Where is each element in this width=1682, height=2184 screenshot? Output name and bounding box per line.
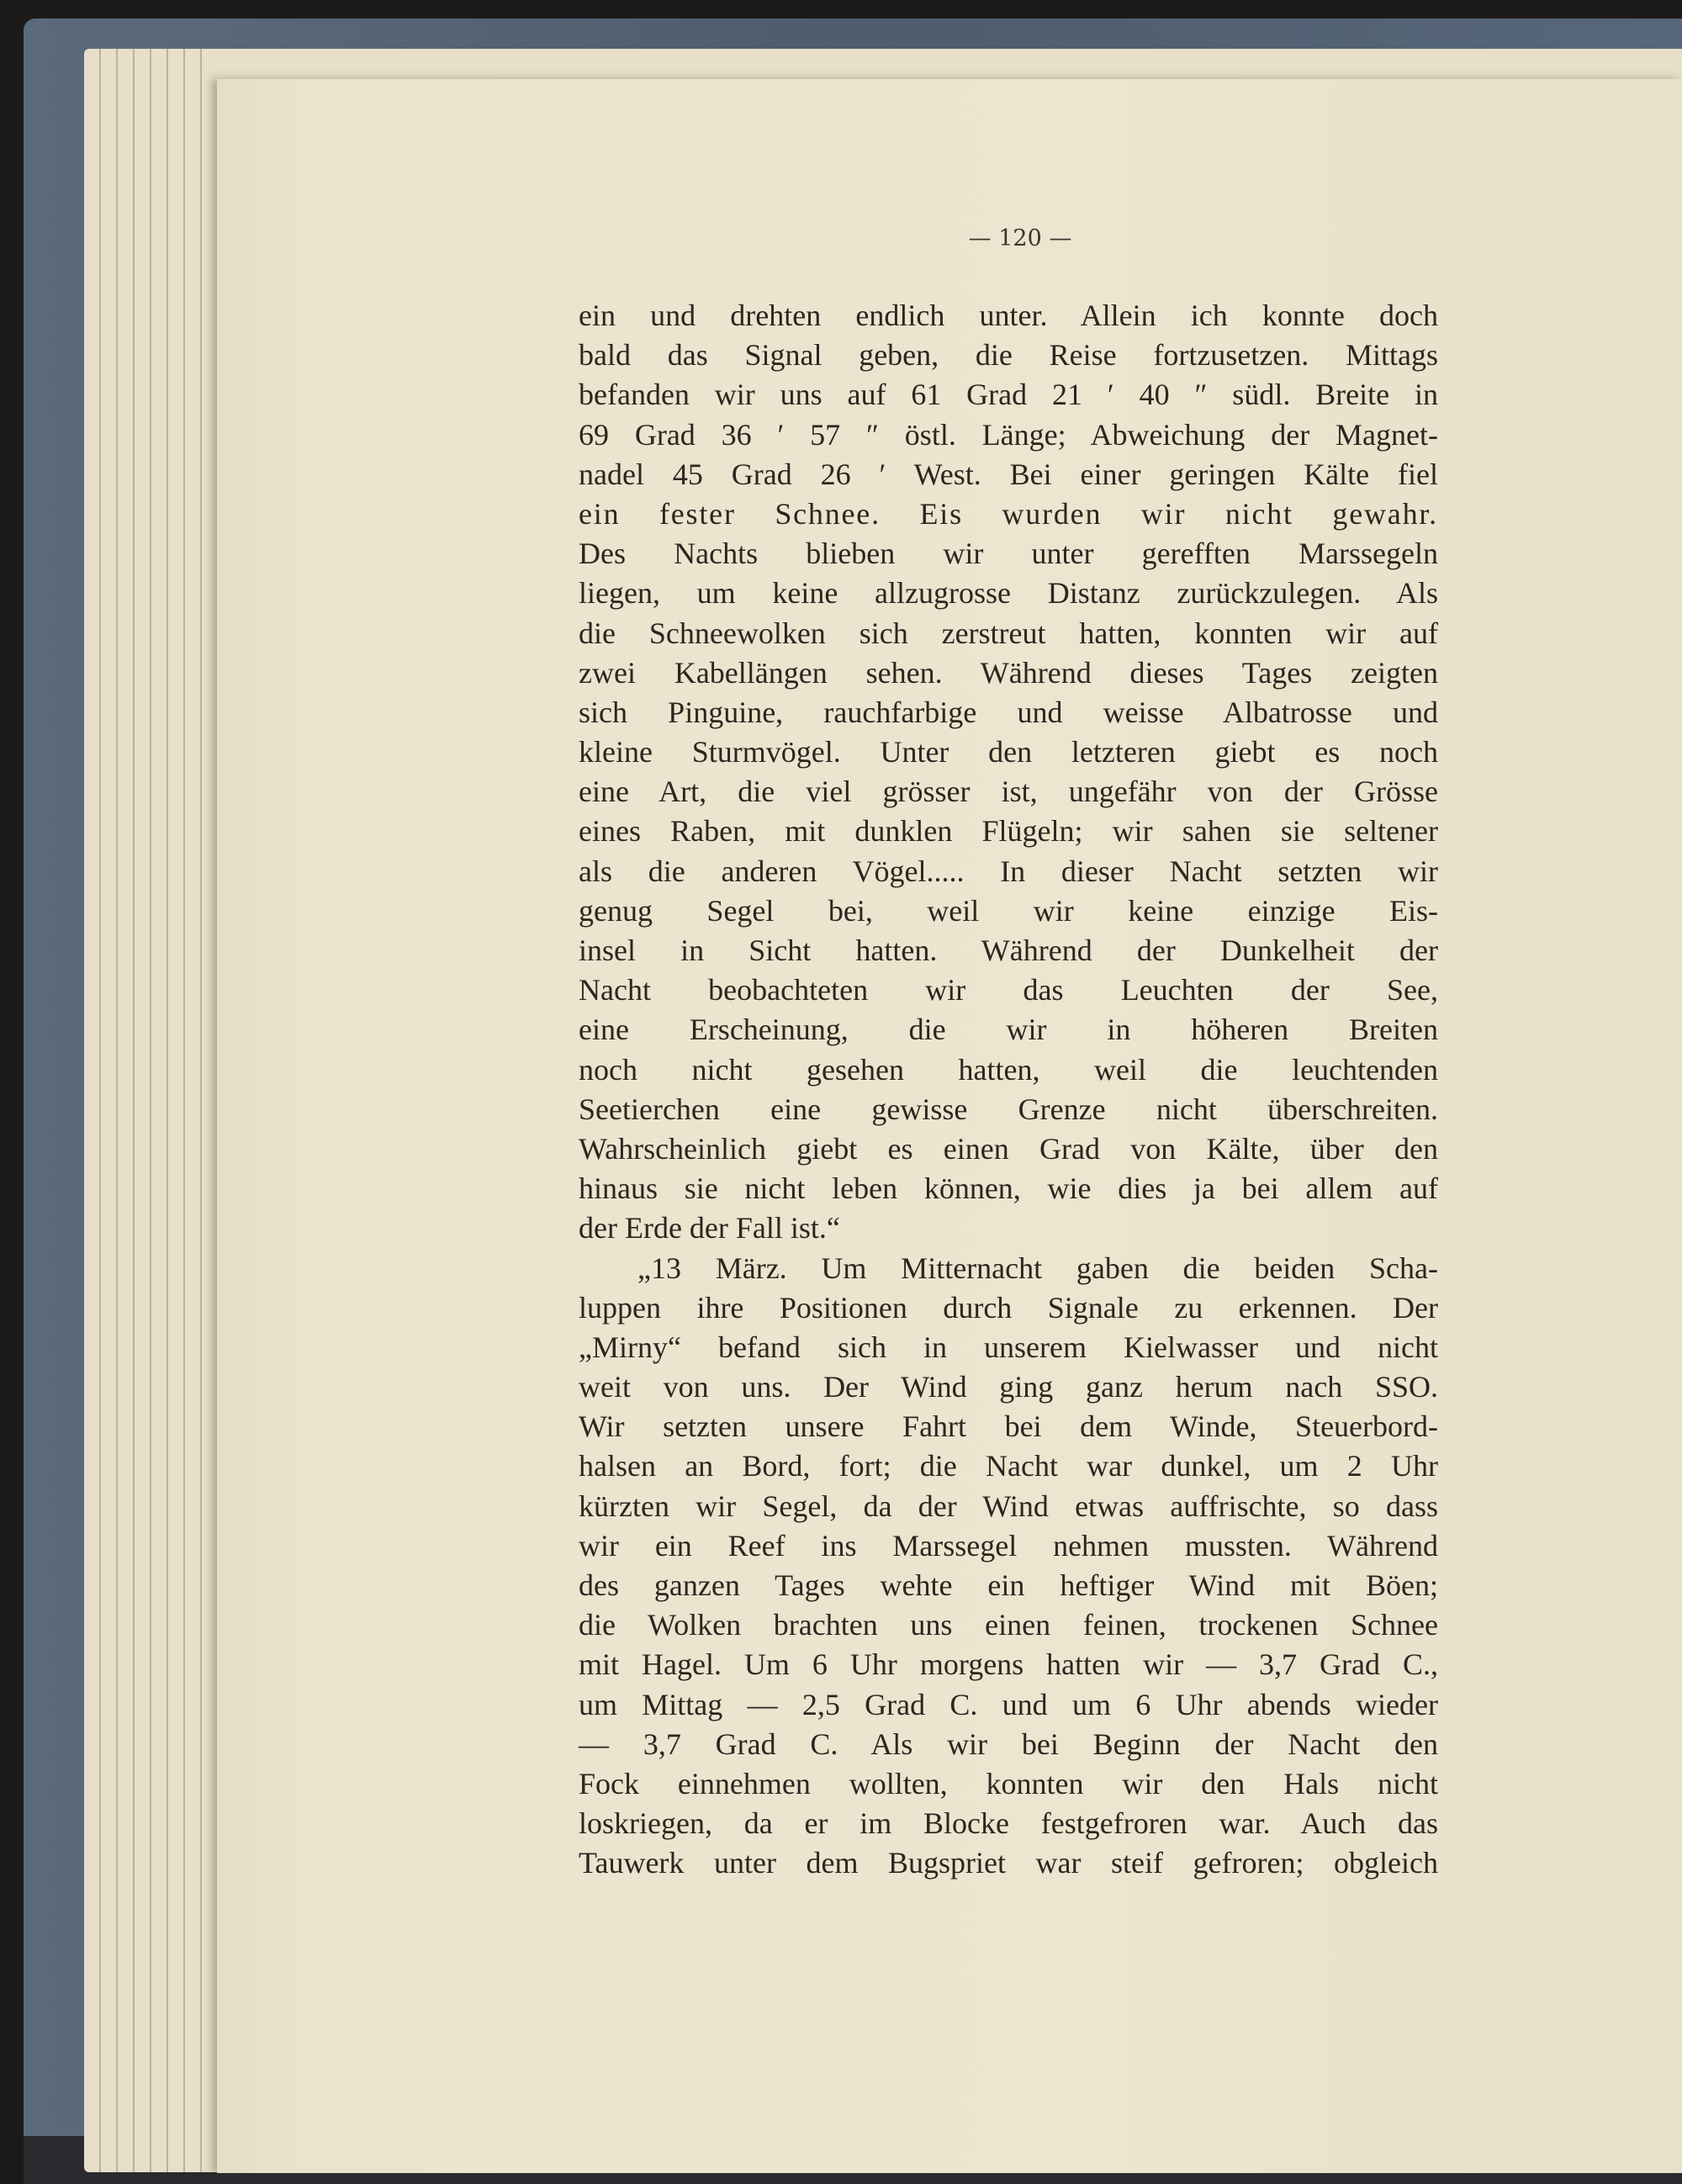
text-line: genug Segel bei, weil wir keine einzige Eis- [579,893,1438,928]
page-edge [183,49,185,2172]
page-edge [116,49,118,2172]
page-edge [133,49,135,2172]
text-line: zwei Kabellängen sehen. Während dieses Tages zeigten [579,655,1438,690]
text-line: kleine Sturmvögel. Unter den letzteren giebt es noch [579,735,1438,769]
page-edge [200,49,202,2172]
body-text [579,296,1438,1884]
text-line: weit von uns. Der Wind ging ganz herum nach SSO. [579,1370,1438,1404]
text-line: Des Nachts blieben wir unter gerefften Marssegeln [579,537,1438,571]
text-line: eine Erscheinung, die wir in höheren Breiten [579,1013,1438,1047]
text-line: wir ein Reef ins Marssegel nehmen mussten. Während [579,1528,1438,1563]
text-line: nadel 45 Grad 26 ′ West. Bei einer geringen Kälte fiel [579,457,1438,491]
text-line: bald das Signal geben, die Reise fortzusetzen. Mittags [579,338,1438,373]
text-line: halsen an Bord, fort; die Nacht war dunkel, um 2 Uhr [579,1449,1438,1483]
text-line: loskriegen, da er im Blocke festgefroren war. Auch das [579,1806,1438,1841]
text-line: sich Pinguine, rauchfarbige und weisse Albatrosse und [579,695,1438,729]
text-line: luppen ihre Positionen durch Signale zu erkennen. Der [579,1290,1438,1325]
text-line: „13 März. Um Mitternacht gaben die beiden Scha- [637,1251,1438,1285]
text-line: noch nicht gesehen hatten, weil die leuchtenden [579,1052,1438,1087]
text-line: Fock einnehmen wollten, konnten wir den Hals nicht [579,1766,1438,1801]
text-line: ein und drehten endlich unter. Allein ich konnte doch [579,299,1438,332]
text-line: eine Art, die viel grösser ist, ungefähr von der Grösse [579,775,1438,809]
text-line: befanden wir uns auf 61 Grad 21 ′ 40 ″ südl. Breite in [579,378,1438,412]
text-line: Seetierchen eine gewisse Grenze nicht überschreiten. [579,1092,1438,1126]
page-number: — 120 — [968,225,1072,251]
text-line: um Mittag — 2,5 Grad C. und um 6 Uhr abends wieder [579,1687,1438,1721]
text-line: Nacht beobachteten wir das Leuchten der See, [579,973,1438,1007]
text-line: die Schneewolken sich zerstreut hatten, konnten wir auf [579,616,1438,650]
text-line: „Mirny“ befand sich in unserem Kielwasser und nicht [579,1330,1438,1364]
page-edge [99,49,101,2172]
text-line: Wir setzten unsere Fahrt bei dem Winde, Steuerbord- [579,1409,1438,1444]
text-line: kürzten wir Segel, da der Wind etwas auffrischte, so dass [579,1489,1438,1523]
text-line: Tauwerk unter dem Bugspriet war steif gefroren; obgleich [579,1846,1438,1880]
text-line: hinaus sie nicht leben können, wie dies ja bei allem auf [579,1171,1438,1206]
text-line: eines Raben, mit dunklen Flügeln; wir sahen sie seltener [579,814,1438,849]
page-edge [167,49,168,2172]
text-line: der Erde der Fall ist.“ [579,1211,840,1245]
text-line: liegen, um keine allzugrosse Distanz zurückzulegen. Als [579,576,1438,611]
text-line: als die anderen Vögel..... In dieser Nacht setzten wir [579,854,1438,888]
text-line: des ganzen Tages wehte ein heftiger Wind mit Böen; [579,1568,1438,1602]
text-line: Wahrscheinlich giebt es einen Grad von Kälte, über den [579,1131,1438,1166]
text-line: ein fester Schnee. Eis wurden wir nicht gewahr. [579,496,1438,531]
page-edge [150,49,151,2172]
text-line: die Wolken brachten uns einen feinen, trockenen Schnee [579,1608,1438,1642]
text-line: — 3,7 Grad C. Als wir bei Beginn der Nacht den [579,1727,1438,1761]
text-line: mit Hagel. Um 6 Uhr morgens hatten wir — 3,7 Grad C., [579,1647,1438,1682]
text-line: 69 Grad 36 ′ 57 ″ östl. Länge; Abweichung der Magnet- [579,417,1438,452]
text-line: insel in Sicht hatten. Während der Dunkelheit der [579,933,1438,967]
